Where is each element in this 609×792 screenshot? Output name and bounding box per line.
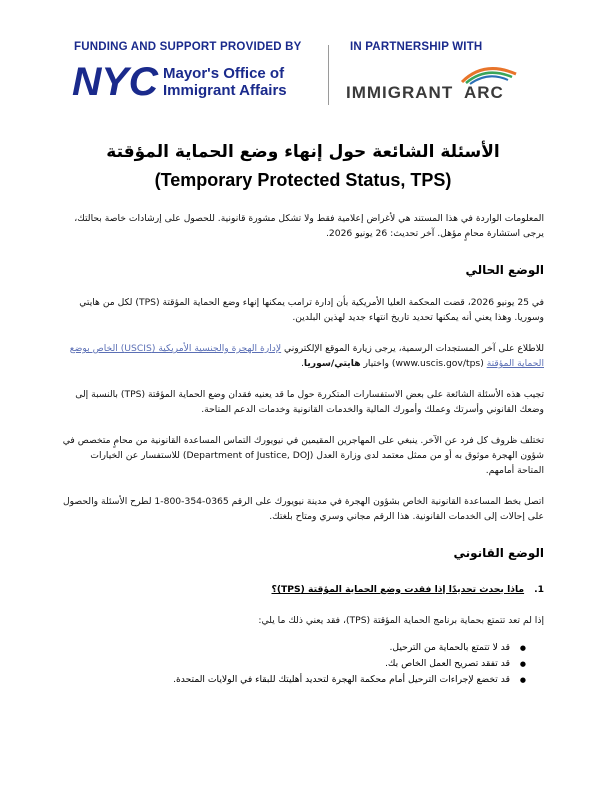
paragraph-uscis-updates <box>62 341 544 371</box>
paragraph-legal-help: تختلف ظروف كل فرد عن الآخر. ينبغي على المهاجرين المقيمين في نيويورك التماس المساعدة القانونية من محامٍ متخصص في شؤون الهجرة موثوق به أو من ممثل معتمد لدى وزارة العدل (Department of Justice, DOJ) للاستفسار عن الخيارات المتاحة أمامهم. <box>62 435 544 476</box>
question-1-number: 1. <box>534 584 544 595</box>
funding-label: FUNDING AND SUPPORT PROVIDED BY <box>74 41 302 53</box>
document-body <box>62 140 544 688</box>
question-1 <box>62 582 544 597</box>
list-item: ● قد تفقد تصريح العمل الخاص بك. <box>62 656 526 672</box>
document-title-english: (Temporary Protected Status, TPS) <box>154 170 452 190</box>
list-item: ● قد لا تتمتع بالحماية من الترحيل. <box>62 640 526 656</box>
mayors-office-line2: Immigrant Affairs <box>163 82 287 99</box>
document-title-arabic: الأسئلة الشائعة حول إنهاء وضع الحماية المؤقتة <box>106 142 500 162</box>
question-1-intro: إذا لم تعد تتمتع بحماية برنامج الحماية المؤقتة (TPS)، فقد يعني ذلك ما يلي: <box>258 615 544 626</box>
paragraph-uscis-end: . <box>300 358 304 369</box>
page-header <box>0 0 609 120</box>
section-heading-legal-status: الوضع القانوني <box>453 546 544 560</box>
section-heading-current-status: الوضع الحالي <box>465 263 544 277</box>
mayors-office-title <box>163 65 287 99</box>
consequences-list <box>62 640 526 688</box>
paragraph-hotline: اتصل بخط المساعدة القانونية الخاص بشؤون الهجرة في مدينة نيويورك على الرقم 0365-354-800-1 لطرح الأسئلة والحصول على إحالات إلى الخدمات القانونية. هذا الرقم مجاني وسري ومتاح بلغتك. <box>62 496 544 522</box>
mayors-office-line1: Mayor's Office of <box>163 65 285 82</box>
partner-name: IMMIGRANT <box>346 83 454 102</box>
partnership-label: IN PARTNERSHIP WITH <box>350 41 483 53</box>
question-1-text: ماذا يحدث تحديدًا إذا فقدت وضع الحماية المؤقتة (TPS)؟ <box>271 584 525 595</box>
nyc-logo <box>72 63 160 99</box>
disclaimer-paragraph: المعلومات الواردة في هذا المستند هي لأغراض إعلامية فقط ولا تشكل مشورة قانونية. للحصول على إرشادات خاصة بحالتك، يرجى استشارة محامٍ مؤهل. آخر تحديث: 26 يونيو 2026. <box>74 213 544 239</box>
uscis-tps-link[interactable]: لإدارة الهجرة والجنسية الأمريكية (USCIS) الخاص بوضع الحماية المؤقتة <box>69 343 544 369</box>
partner-arc: ARC <box>464 83 504 102</box>
list-item: ● قد تخضع لإجراءات الترحيل أمام محكمة الهجرة لتحديد أهليتك للبقاء في الولايات المتحدة. <box>62 672 526 688</box>
paragraph-supreme-court: في 25 يونيو 2026، قضت المحكمة العليا الأمريكية بأن إدارة ترامب يمكنها إنهاء وضع الحماية المؤقتة (TPS) لكل من هايتي وسوريا. وهذا يعني أنه يمكنها تحديد تاريخ انتهاء جديد لهذين البلدين. <box>79 297 544 323</box>
nyc-logo-text: NYC <box>72 63 160 99</box>
header-divider <box>328 45 329 105</box>
paragraph-faq-purpose: تجيب هذه الأسئلة الشائعة على بعض الاستفسارات المتكررة حول ما قد يعنيه فقدان وضع الحماية المؤقتة (TPS) بالنسبة إلى وضعك القانوني وأسرتك وعملك وأمورك المالية والخدمات القانونية وخدمات الدعم المتاحة. <box>75 389 544 415</box>
immigrant-arc-logo <box>344 62 544 106</box>
paragraph-uscis-text: للاطلاع على آخر المستجدات الرسمية، يرجى زيارة الموقع الإلكتروني <box>281 343 544 354</box>
paragraph-uscis-url: (www.uscis.gov/tps) واختيار <box>360 358 487 369</box>
haiti-syria-bold: هايتي/سوريا <box>303 358 361 369</box>
